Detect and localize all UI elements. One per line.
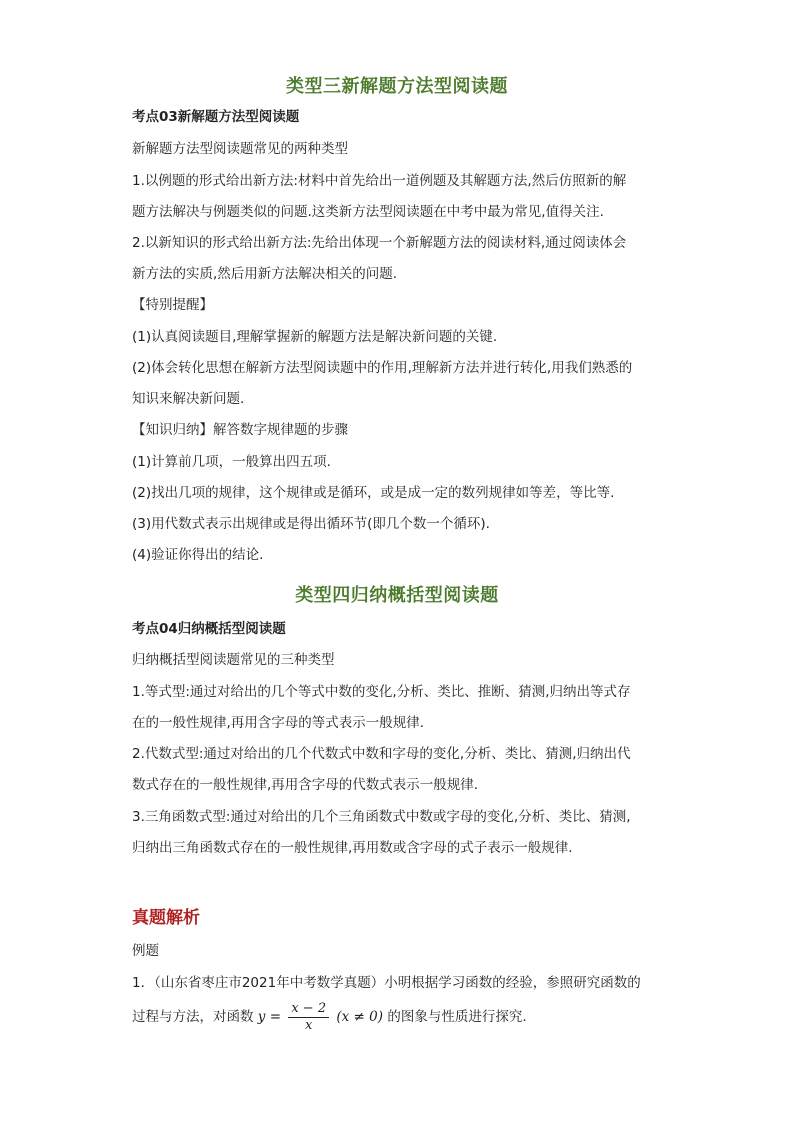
section3-line: 知识来解决新问题.	[132, 391, 245, 407]
section3-line: (4)验证你得出的结论.	[132, 547, 264, 563]
section4-line: 数式存在的一般性规律,再用含字母的代数式表示一般规律.	[132, 777, 479, 793]
knowledge-summary-heading: 【知识归纳】解答数字规律题的步骤	[132, 422, 348, 438]
section3-line: 新方法的实质,然后用新方法解决相关的问题.	[132, 266, 398, 282]
section4-line: 在的一般性规律,再用含字母的等式表示一般规律.	[132, 715, 425, 731]
section3-line: 题方法解决与例题类似的问题.这类新方法型阅读题在中考中最为常见,值得关注.	[132, 204, 604, 220]
section3-line: (3)用代数式表示出规律或是得出循环节(即几个数一个循环).	[132, 516, 490, 532]
section4-line: 3.三角函数式型:通过对给出的几个三角函数式中数或字母的变化,分析、类比、猜测,	[132, 809, 631, 825]
q1-fraction-denominator: x	[305, 1017, 313, 1033]
q1-y-equals: y =	[257, 1009, 282, 1025]
section3-line: 1.以例题的形式给出新方法:材料中首先给出一道例题及其解题方法,然后仿照新的解	[132, 173, 627, 189]
zhenti-title: 真题解析	[132, 908, 200, 928]
section4-line: 归纳出三角函数式存在的一般性规律,再用数或含字母的式子表示一般规律.	[132, 840, 573, 856]
q1-pre-text: 过程与方法，对函数	[132, 1009, 254, 1025]
section3-line: (2)体会转化思想在解新方法型阅读题中的作用,理解新方法并进行转化,用我们熟悉的	[132, 360, 633, 376]
section4-line: 归纳概括型阅读题常见的三种类型	[132, 652, 335, 668]
section3-line: 新解题方法型阅读题常见的两种类型	[132, 141, 348, 157]
section3-line: (2)找出几项的规律，这个规律或是循环，或是成一定的数列规律如等差，等比等.	[132, 485, 615, 501]
q1-fraction-numerator: x − 2	[288, 1001, 329, 1018]
q1-fraction	[288, 1001, 329, 1034]
section4-kaodian: 考点04归纳概括型阅读题	[132, 621, 286, 637]
special-reminder-heading: 【特别提醒】	[132, 297, 213, 313]
section4-title: 类型四归纳概括型阅读题	[295, 585, 499, 606]
question-1-line-1: 1．（山东省枣庄市2021年中考数学真题）小明根据学习函数的经验，参照研究函数的	[132, 975, 641, 991]
section3-title: 类型三新解题方法型阅读题	[286, 76, 508, 97]
section3-line: (1)计算前几项，一般算出四五项.	[132, 454, 331, 470]
example-label: 例题	[132, 943, 159, 959]
section4-line: 1.等式型:通过对给出的几个等式中数的变化,分析、类比、推断、猜测,归纳出等式存	[132, 684, 631, 700]
section3-line: (1)认真阅读题目,理解掌握新的解题方法是解决新问题的关键.	[132, 329, 498, 345]
q1-post-text: 的图象与性质进行探究.	[387, 1009, 527, 1025]
section4-line: 2.代数式型:通过对给出的几个代数式中数和字母的变化,分析、类比、猜测,归纳出代	[132, 746, 631, 762]
section3-line: 2.以新知识的形式给出新方法:先给出体现一个新解题方法的阅读材料,通过阅读体会	[132, 235, 627, 251]
question-1-line-2	[132, 1000, 672, 1034]
section3-kaodian: 考点03新解题方法型阅读题	[132, 109, 300, 125]
q1-condition: (x ≠ 0)	[336, 1009, 384, 1025]
